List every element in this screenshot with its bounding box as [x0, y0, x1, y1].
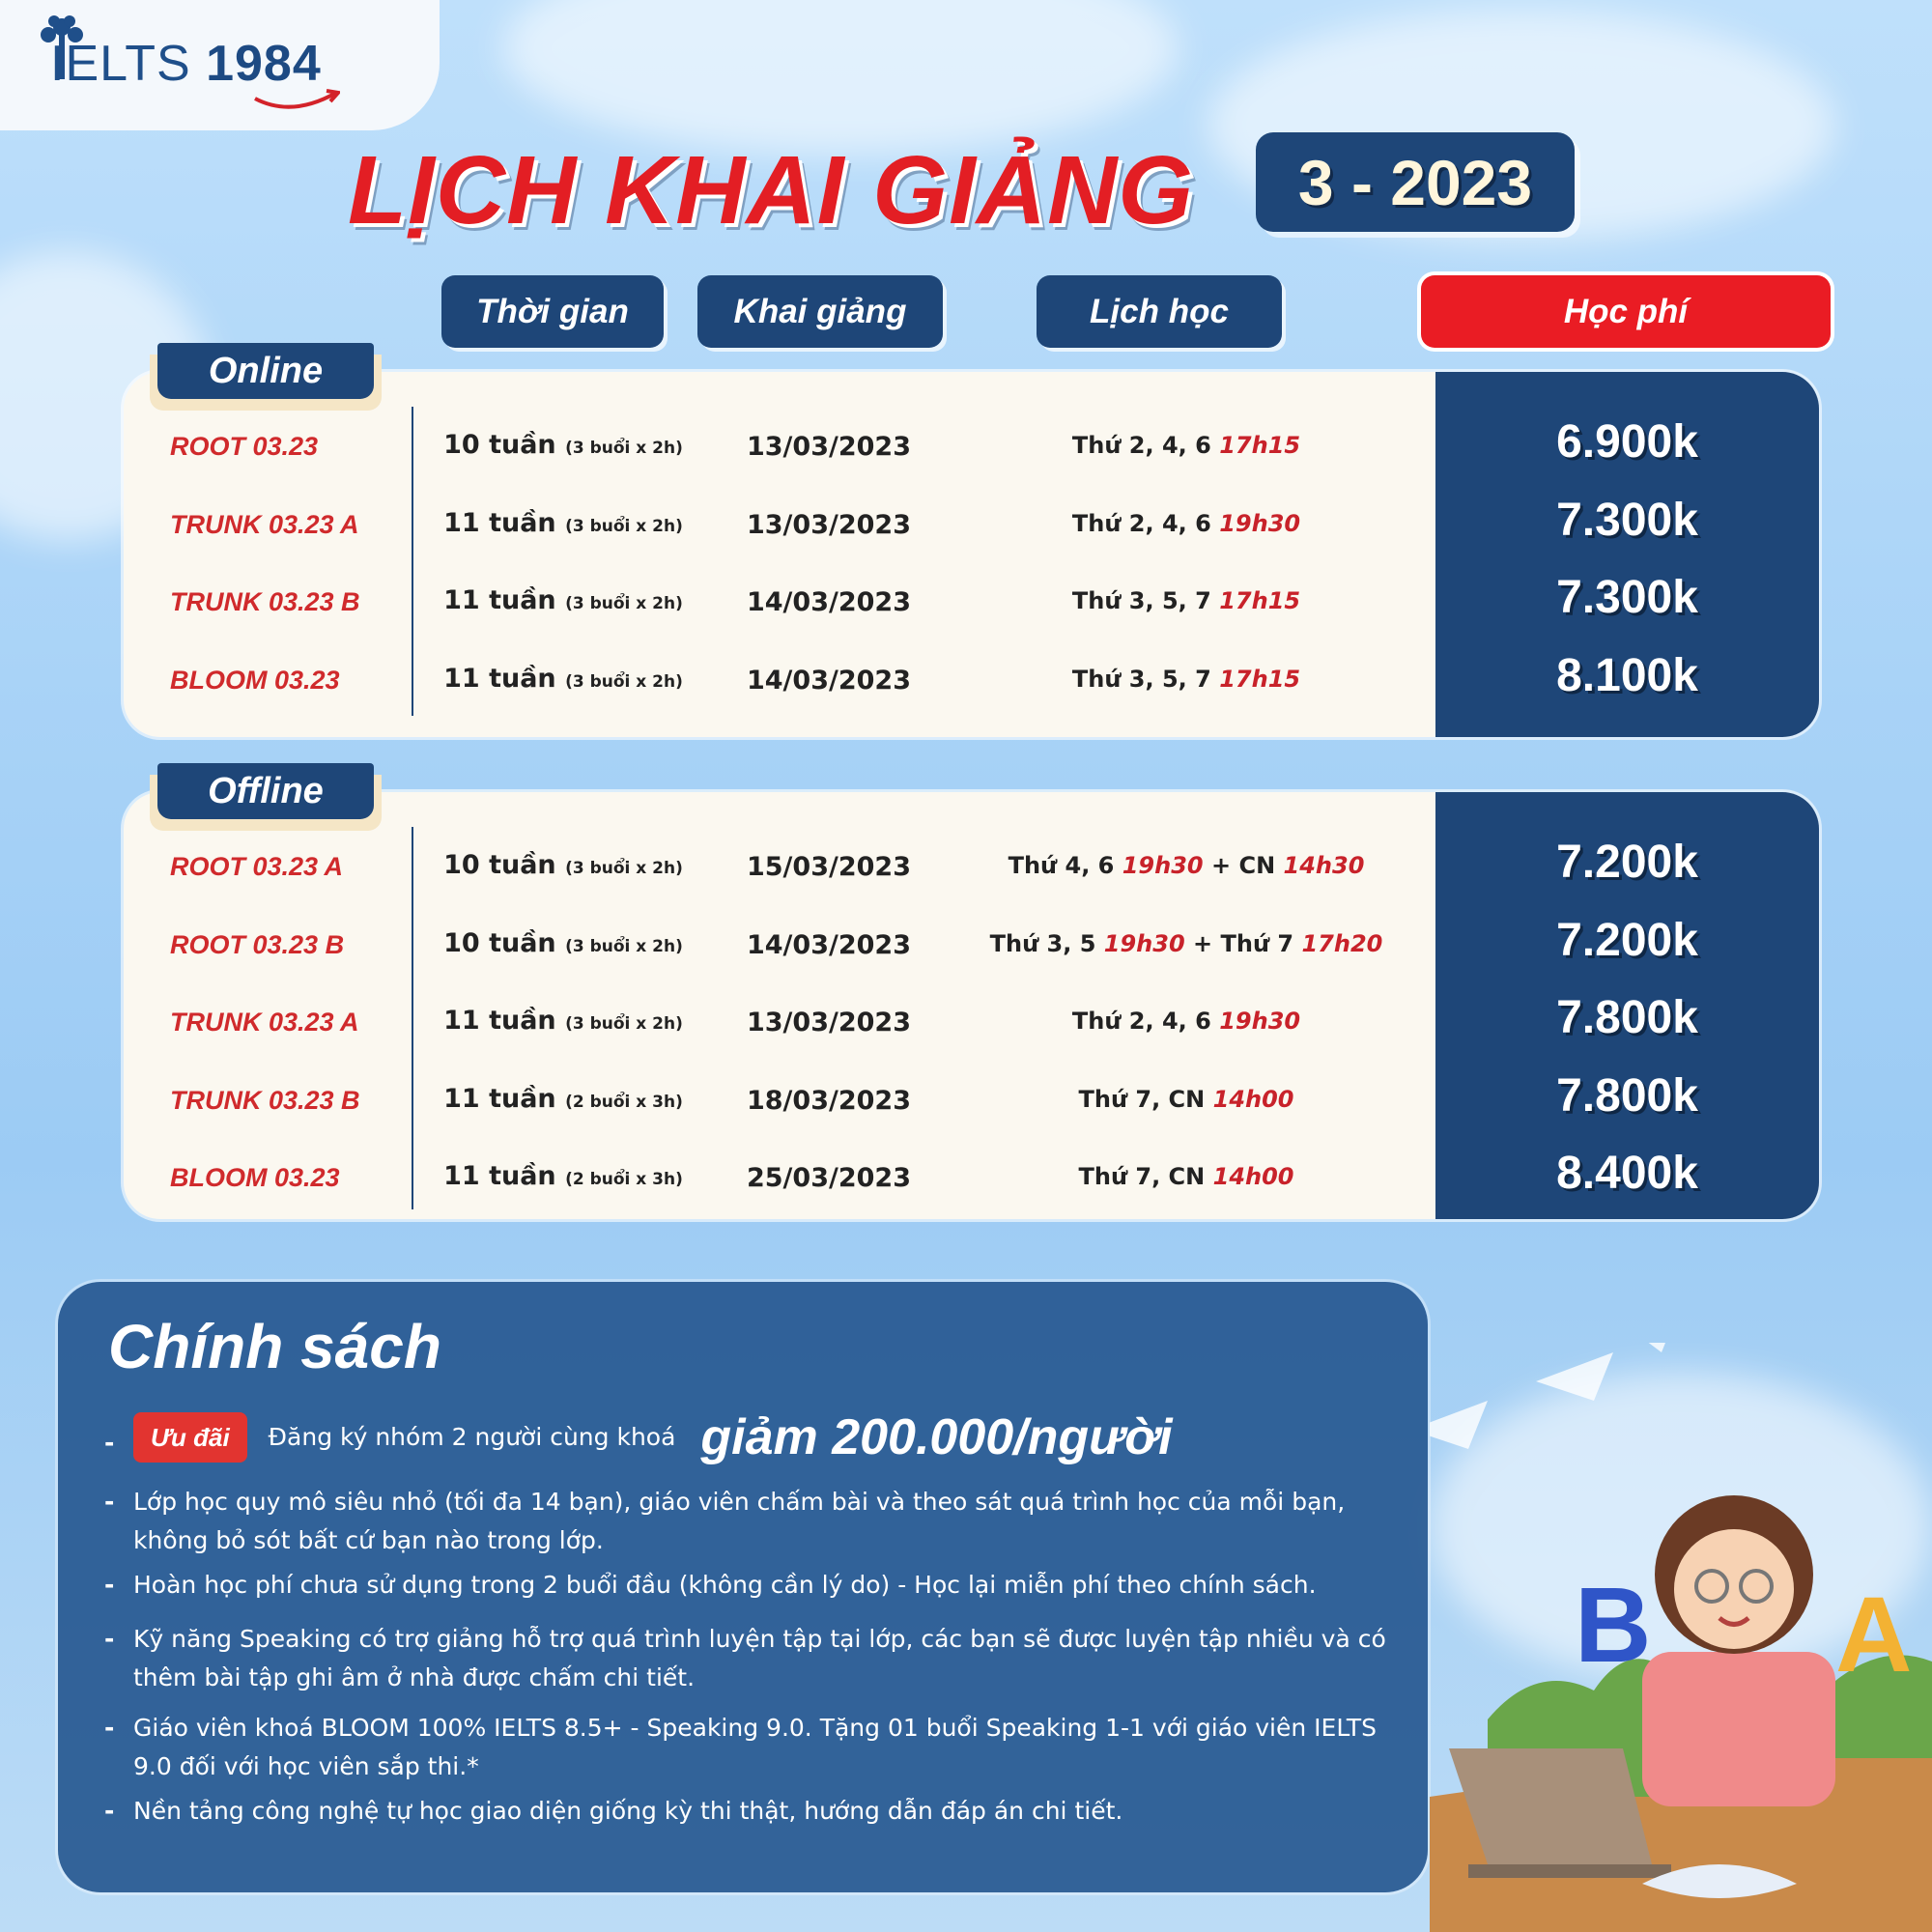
- column-header-duration: Thời gian: [441, 275, 664, 348]
- course-schedule: Thứ 2, 4, 6 19h30: [1071, 509, 1301, 537]
- column-header-fee: Học phí: [1421, 275, 1831, 348]
- logo-wordmark: IELTS 1984: [50, 36, 322, 92]
- offline-tab[interactable]: [150, 763, 382, 831]
- course-schedule: Thứ 7, CN 14h00: [1078, 1085, 1294, 1113]
- course-duration: 10 tuần (3 buổi x 2h): [443, 430, 683, 460]
- course-fee: 6.900k: [1556, 416, 1698, 468]
- course-name: TRUNK 03.23 B: [170, 1085, 360, 1115]
- course-duration: 11 tuần (3 buổi x 2h): [443, 1006, 683, 1036]
- period-badge: 3 - 2023: [1256, 132, 1575, 232]
- course-fee: 7.200k: [1556, 837, 1698, 888]
- bullet-dash: -: [104, 1625, 115, 1653]
- course-duration: 11 tuần (3 buổi x 2h): [443, 507, 683, 538]
- course-fee: 8.100k: [1556, 649, 1698, 701]
- policy-heading: Chính sách: [108, 1312, 441, 1381]
- course-schedule: Thứ 2, 4, 6 19h30: [1071, 1008, 1301, 1035]
- bullet-dash: -: [104, 1429, 115, 1457]
- course-start-date: 14/03/2023: [746, 587, 911, 617]
- policy-panel: Chính sách - Ưu đãi Đăng ký nhóm 2 người cùng khoá giảm 200.000/người - Lớp học quy mô siêu nhỏ (tối đa 14 bạn), giáo viên chấm bài và theo sát quá trình học của mỗi bạn, không bỏ sót bất cứ bạn nào trong lớp. - Hoàn học phí chưa sử dụng trong 2 buổi đầu (không cần lý do) - Học lại miễn phí theo chính sách. - Kỹ năng Speaking có trợ giảng hỗ trợ quá trình luyện tập tại lớp, các bạn sẽ được luyện tập nhiều và có thêm bài tập ghi âm ở nhà được chấm chi tiết. - Giáo viên khoá BLOOM 100% IELTS 8.5+ - Speaking 9.0. Tặng 01 buổi Speaking 1-1 với giáo viên IELTS 9.0 đối với học viên sắp thi.* - Nền tảng công nghệ tự học giao diện giống kỳ thi thật, hướng dẫn đáp án chi tiết.: [58, 1282, 1428, 1892]
- course-name: ROOT 03.23: [170, 432, 319, 461]
- promo-discount: giảm 200.000/người: [700, 1409, 1173, 1465]
- online-table: [124, 372, 1819, 737]
- course-start-date: 14/03/2023: [746, 929, 911, 960]
- course-start-date: 15/03/2023: [746, 852, 911, 882]
- promo-text: Đăng ký nhóm 2 người cùng khoá: [268, 1423, 676, 1451]
- course-name: ROOT 03.23 B: [170, 929, 345, 959]
- table-row: [124, 837, 1819, 898]
- course-name: TRUNK 03.23 A: [170, 1008, 359, 1037]
- course-schedule: Thứ 3, 5, 7 17h15: [1071, 665, 1301, 693]
- swoosh-icon: [253, 89, 340, 114]
- course-fee: 7.800k: [1556, 1069, 1698, 1122]
- course-fee: 7.800k: [1556, 992, 1698, 1043]
- bullet-dash: -: [104, 1571, 115, 1599]
- online-label: Online: [157, 343, 374, 399]
- table-row: [124, 1148, 1819, 1209]
- course-duration: 11 tuần (3 buổi x 2h): [443, 663, 683, 694]
- logo[interactable]: [0, 0, 440, 130]
- table-row: [124, 1069, 1819, 1132]
- bullet-dash: -: [104, 1797, 115, 1825]
- course-start-date: 13/03/2023: [746, 1008, 911, 1037]
- course-duration: 11 tuần (3 buổi x 2h): [443, 585, 683, 615]
- course-fee: 8.400k: [1556, 1148, 1698, 1199]
- course-start-date: 13/03/2023: [746, 432, 911, 462]
- course-start-date: 18/03/2023: [746, 1085, 911, 1116]
- course-name: TRUNK 03.23 A: [170, 509, 359, 539]
- course-name: BLOOM 03.23: [170, 665, 340, 695]
- svg-text:B: B: [1575, 1566, 1652, 1685]
- table-row: [124, 494, 1819, 556]
- table-row: [124, 649, 1819, 712]
- student-illustration: [1430, 1343, 1932, 1932]
- course-fee: 7.200k: [1556, 914, 1698, 966]
- course-schedule: Thứ 7, CN 14h00: [1078, 1163, 1294, 1190]
- svg-text:A: A: [1835, 1576, 1913, 1694]
- offline-table: [124, 792, 1819, 1219]
- course-name: TRUNK 03.23 B: [170, 587, 360, 616]
- course-schedule: Thứ 3, 5, 7 17h15: [1071, 587, 1301, 614]
- course-duration: 10 tuần (3 buổi x 2h): [443, 927, 683, 958]
- course-start-date: 14/03/2023: [746, 665, 911, 696]
- course-start-date: 13/03/2023: [746, 509, 911, 540]
- course-duration: 11 tuần (2 buổi x 3h): [443, 1161, 683, 1191]
- table-row: [124, 992, 1819, 1054]
- column-header-schedule: Lịch học: [1037, 275, 1282, 348]
- course-start-date: 25/03/2023: [746, 1163, 911, 1193]
- offline-label: Offline: [157, 763, 374, 819]
- table-row: [124, 914, 1819, 977]
- online-tab[interactable]: [150, 343, 382, 411]
- course-duration: 11 tuần (2 buổi x 3h): [443, 1083, 683, 1114]
- course-name: BLOOM 03.23: [170, 1163, 340, 1192]
- promo-badge: Ưu đãi: [133, 1412, 247, 1463]
- page-title: LỊCH KHAI GIẢNG: [348, 136, 1195, 244]
- table-row: [124, 572, 1819, 634]
- bullet-dash: -: [104, 1714, 115, 1742]
- cloud-decoration: [502, 0, 1179, 155]
- course-duration: 10 tuần (3 buổi x 2h): [443, 850, 683, 880]
- course-schedule: Thứ 2, 4, 6 17h15: [1071, 432, 1301, 459]
- course-fee: 7.300k: [1556, 572, 1698, 623]
- bullet-dash: -: [104, 1488, 115, 1516]
- table-row: [124, 416, 1819, 478]
- column-header-start: Khai giảng: [697, 275, 943, 348]
- course-name: ROOT 03.23 A: [170, 852, 344, 881]
- course-fee: 7.300k: [1556, 494, 1698, 546]
- course-schedule: Thứ 3, 5 19h30 + Thứ 7 17h20: [989, 929, 1383, 957]
- course-schedule: Thứ 4, 6 19h30 + CN 14h30: [1008, 852, 1365, 879]
